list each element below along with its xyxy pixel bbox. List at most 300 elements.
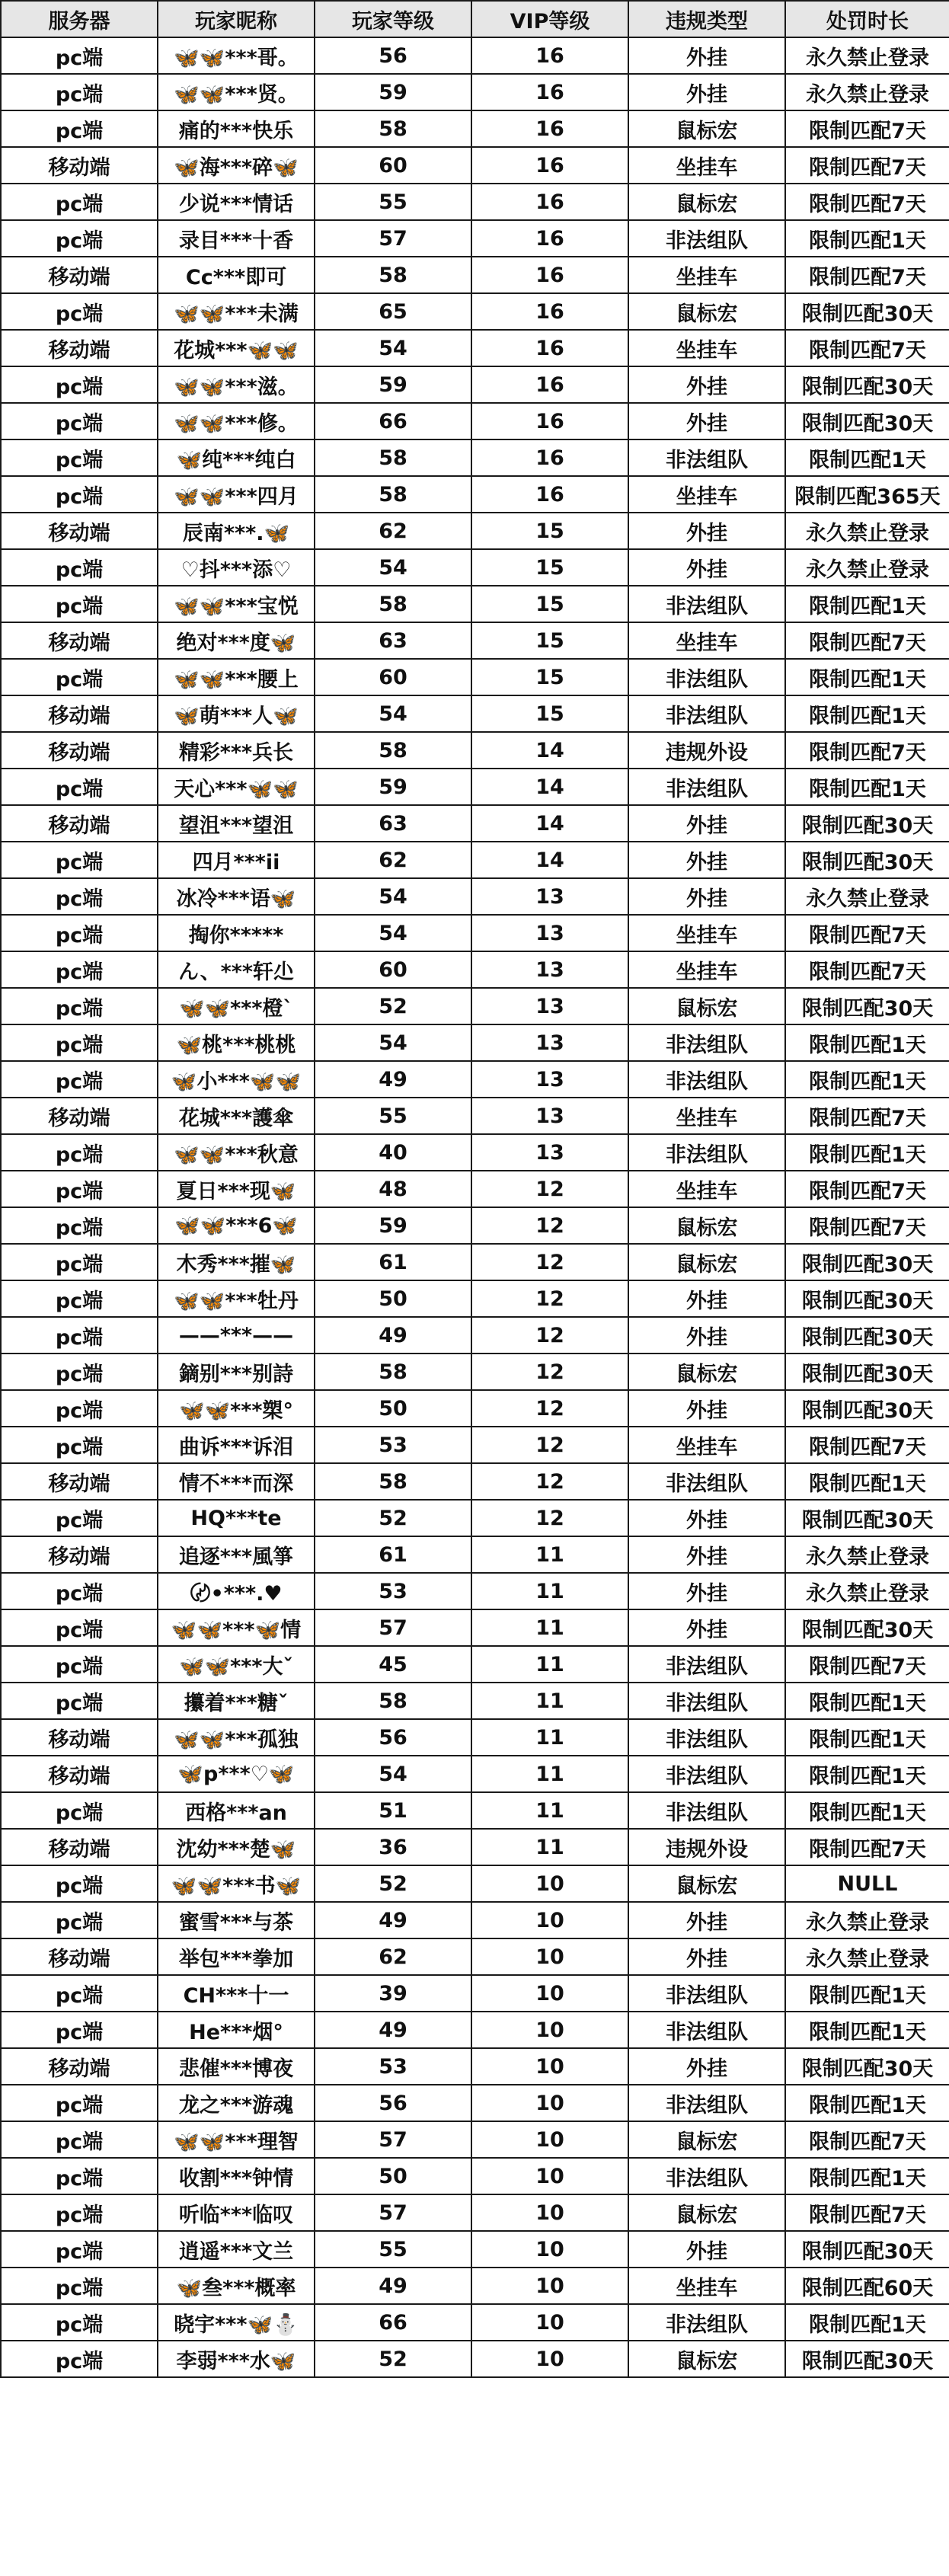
violation-type-cell: 违规外设: [628, 732, 785, 769]
table-row: [1, 184, 949, 220]
vip-level-cell: 10: [471, 1902, 628, 1938]
penalty-duration-cell: 限制匹配1天: [785, 1756, 949, 1792]
violation-type-cell: 坐挂车: [628, 1098, 785, 1134]
server-cell: pc端: [1, 74, 158, 110]
penalty-duration-cell: 限制匹配60天: [785, 2268, 949, 2304]
table-row: [1, 37, 949, 74]
vip-level-cell: 16: [471, 74, 628, 110]
penalty-duration-cell: 限制匹配1天: [785, 1683, 949, 1719]
penalty-duration-cell: 限制匹配7天: [785, 147, 949, 184]
penalty-duration-cell: NULL: [785, 1865, 949, 1902]
server-cell: pc端: [1, 1609, 158, 1646]
player-level-cell: 57: [315, 2121, 471, 2158]
player-level-cell: 63: [315, 805, 471, 842]
vip-level-cell: 12: [471, 1500, 628, 1536]
player-level-cell: 63: [315, 622, 471, 659]
penalty-duration-cell: 限制匹配1天: [785, 2158, 949, 2194]
player-level-cell: 50: [315, 2158, 471, 2194]
table-row: [1, 659, 949, 695]
vip-level-cell: 13: [471, 988, 628, 1024]
server-cell: pc端: [1, 2231, 158, 2268]
nickname-cell: 举包***拳加: [158, 1938, 315, 1975]
player-level-cell: 50: [315, 1280, 471, 1317]
penalty-duration-cell: 限制匹配1天: [785, 659, 949, 695]
table-row: [1, 293, 949, 330]
player-level-cell: 55: [315, 184, 471, 220]
violation-type-cell: 外挂: [628, 1573, 785, 1609]
nickname-cell: 蜜雪***与茶: [158, 1902, 315, 1938]
violation-type-cell: 非法组队: [628, 1792, 785, 1829]
table-row: [1, 1683, 949, 1719]
violation-type-cell: 外挂: [628, 403, 785, 439]
server-cell: pc端: [1, 1390, 158, 1427]
violation-type-cell: 外挂: [628, 1902, 785, 1938]
server-cell: pc端: [1, 439, 158, 476]
nickname-cell: 🦋🦋***修。: [158, 403, 315, 439]
vip-level-cell: 11: [471, 1829, 628, 1865]
player-level-cell: 59: [315, 769, 471, 805]
table-row: [1, 439, 949, 476]
violation-type-cell: 坐挂车: [628, 1427, 785, 1463]
vip-level-cell: 13: [471, 1061, 628, 1098]
vip-level-cell: 10: [471, 1938, 628, 1975]
table-row: [1, 1024, 949, 1061]
server-cell: pc端: [1, 1975, 158, 2012]
player-level-cell: 62: [315, 842, 471, 878]
header-player-level: 玩家等级: [315, 1, 471, 37]
table-row: [1, 842, 949, 878]
violation-type-cell: 非法组队: [628, 2304, 785, 2341]
penalty-duration-cell: 限制匹配7天: [785, 915, 949, 951]
player-level-cell: 52: [315, 1865, 471, 1902]
server-cell: pc端: [1, 1573, 158, 1609]
player-level-cell: 49: [315, 1902, 471, 1938]
table-row: [1, 732, 949, 769]
vip-level-cell: 13: [471, 878, 628, 915]
vip-level-cell: 11: [471, 1609, 628, 1646]
table-row: [1, 1646, 949, 1683]
violation-type-cell: 坐挂车: [628, 330, 785, 366]
vip-level-cell: 12: [471, 1207, 628, 1244]
violation-type-cell: 外挂: [628, 878, 785, 915]
violation-type-cell: 外挂: [628, 805, 785, 842]
violation-type-cell: 鼠标宏: [628, 2121, 785, 2158]
vip-level-cell: 12: [471, 1171, 628, 1207]
penalty-duration-cell: 限制匹配1天: [785, 439, 949, 476]
table-row: [1, 769, 949, 805]
table-row: [1, 622, 949, 659]
penalty-duration-cell: 限制匹配1天: [785, 586, 949, 622]
penalty-duration-cell: 限制匹配1天: [785, 2012, 949, 2048]
server-cell: pc端: [1, 2121, 158, 2158]
player-level-cell: 40: [315, 1134, 471, 1171]
nickname-cell: 晓宇***🦋⛄: [158, 2304, 315, 2341]
nickname-cell: 冰冷***语🦋: [158, 878, 315, 915]
violation-type-cell: 外挂: [628, 1280, 785, 1317]
server-cell: 移动端: [1, 1938, 158, 1975]
violation-type-cell: 鼠标宏: [628, 1354, 785, 1390]
player-level-cell: 60: [315, 951, 471, 988]
penalty-duration-cell: 永久禁止登录: [785, 74, 949, 110]
table-row: [1, 110, 949, 147]
player-level-cell: 56: [315, 1719, 471, 1756]
player-level-cell: 49: [315, 2012, 471, 2048]
violation-type-cell: 外挂: [628, 1500, 785, 1536]
header-penalty-duration: 处罚时长: [785, 1, 949, 37]
table-row: [1, 2048, 949, 2085]
table-row: [1, 1756, 949, 1792]
player-level-cell: 53: [315, 1573, 471, 1609]
vip-level-cell: 15: [471, 659, 628, 695]
nickname-cell: 悲催***博夜: [158, 2048, 315, 2085]
server-cell: pc端: [1, 2304, 158, 2341]
nickname-cell: 🦋p***♡🦋: [158, 1756, 315, 1792]
violation-type-cell: 非法组队: [628, 439, 785, 476]
vip-level-cell: 14: [471, 805, 628, 842]
nickname-cell: ♡抖***添♡: [158, 549, 315, 586]
penalty-duration-cell: 永久禁止登录: [785, 1902, 949, 1938]
table-row: [1, 1427, 949, 1463]
nickname-cell: 听临***临叹: [158, 2194, 315, 2231]
violation-type-cell: 非法组队: [628, 1061, 785, 1098]
nickname-cell: 四月***ii: [158, 842, 315, 878]
nickname-cell: 🦋🦋***牡丹: [158, 1280, 315, 1317]
vip-level-cell: 12: [471, 1390, 628, 1427]
server-cell: pc端: [1, 915, 158, 951]
server-cell: pc端: [1, 1865, 158, 1902]
nickname-cell: HQ***te: [158, 1500, 315, 1536]
table-row: [1, 2194, 949, 2231]
table-row: [1, 1573, 949, 1609]
vip-level-cell: 12: [471, 1280, 628, 1317]
server-cell: pc端: [1, 842, 158, 878]
vip-level-cell: 15: [471, 513, 628, 549]
server-cell: 移动端: [1, 1756, 158, 1792]
penalty-duration-cell: 限制匹配30天: [785, 403, 949, 439]
violation-type-cell: 鼠标宏: [628, 2341, 785, 2377]
player-level-cell: 53: [315, 1427, 471, 1463]
violation-type-cell: 坐挂车: [628, 257, 785, 293]
nickname-cell: 🦋🦋***书🦋: [158, 1865, 315, 1902]
server-cell: pc端: [1, 769, 158, 805]
server-cell: 移动端: [1, 1098, 158, 1134]
server-cell: 移动端: [1, 1829, 158, 1865]
player-level-cell: 55: [315, 1098, 471, 1134]
penalty-duration-cell: 限制匹配7天: [785, 951, 949, 988]
table-row: [1, 366, 949, 403]
server-cell: pc端: [1, 1024, 158, 1061]
nickname-cell: 🦋叁***概率: [158, 2268, 315, 2304]
server-cell: pc端: [1, 2158, 158, 2194]
nickname-cell: 🦋🦋***6🦋: [158, 1207, 315, 1244]
violation-type-cell: 坐挂车: [628, 476, 785, 513]
violation-type-cell: 非法组队: [628, 1719, 785, 1756]
nickname-cell: 少说***情话: [158, 184, 315, 220]
penalty-duration-cell: 限制匹配30天: [785, 805, 949, 842]
violation-type-cell: 鼠标宏: [628, 293, 785, 330]
vip-level-cell: 11: [471, 1573, 628, 1609]
vip-level-cell: 16: [471, 403, 628, 439]
player-level-cell: 59: [315, 1207, 471, 1244]
violation-type-cell: 非法组队: [628, 769, 785, 805]
penalty-duration-cell: 限制匹配1天: [785, 2304, 949, 2341]
nickname-cell: 🦋🦋***贤。: [158, 74, 315, 110]
server-cell: pc端: [1, 951, 158, 988]
violation-type-cell: 坐挂车: [628, 2268, 785, 2304]
vip-level-cell: 16: [471, 439, 628, 476]
table-row: [1, 1317, 949, 1354]
penalty-duration-cell: 永久禁止登录: [785, 878, 949, 915]
server-cell: pc端: [1, 659, 158, 695]
violation-type-cell: 外挂: [628, 1938, 785, 1975]
violation-type-cell: 非法组队: [628, 2012, 785, 2048]
table-row: [1, 586, 949, 622]
vip-level-cell: 15: [471, 586, 628, 622]
server-cell: 移动端: [1, 695, 158, 732]
nickname-cell: 掏你*****: [158, 915, 315, 951]
violation-type-cell: 外挂: [628, 37, 785, 74]
violation-type-cell: 外挂: [628, 366, 785, 403]
table-row: [1, 915, 949, 951]
violation-type-cell: 非法组队: [628, 1756, 785, 1792]
table-row: [1, 988, 949, 1024]
vip-level-cell: 12: [471, 1354, 628, 1390]
violation-type-cell: 外挂: [628, 2048, 785, 2085]
player-level-cell: 58: [315, 476, 471, 513]
nickname-cell: 曲诉***诉泪: [158, 1427, 315, 1463]
nickname-cell: 🦋纯***纯白: [158, 439, 315, 476]
vip-level-cell: 16: [471, 257, 628, 293]
violation-type-cell: 非法组队: [628, 1024, 785, 1061]
table-row: [1, 1500, 949, 1536]
violation-type-cell: 非法组队: [628, 1134, 785, 1171]
vip-level-cell: 16: [471, 147, 628, 184]
vip-level-cell: 12: [471, 1427, 628, 1463]
server-cell: pc端: [1, 549, 158, 586]
player-level-cell: 58: [315, 1354, 471, 1390]
penalty-duration-cell: 永久禁止登录: [785, 1536, 949, 1573]
player-level-cell: 58: [315, 439, 471, 476]
player-level-cell: 52: [315, 2341, 471, 2377]
server-cell: 移动端: [1, 1719, 158, 1756]
violation-type-cell: 非法组队: [628, 659, 785, 695]
table-row: [1, 1865, 949, 1902]
nickname-cell: 追逐***風箏: [158, 1536, 315, 1573]
player-level-cell: 57: [315, 2194, 471, 2231]
vip-level-cell: 11: [471, 1646, 628, 1683]
penalty-duration-cell: 限制匹配7天: [785, 257, 949, 293]
player-level-cell: 57: [315, 220, 471, 257]
vip-level-cell: 10: [471, 1975, 628, 2012]
table-row: [1, 1207, 949, 1244]
vip-level-cell: 15: [471, 549, 628, 586]
nickname-cell: 辰南***.🦋: [158, 513, 315, 549]
nickname-cell: 夏日***现🦋: [158, 1171, 315, 1207]
vip-level-cell: 16: [471, 293, 628, 330]
nickname-cell: 望沮***望沮: [158, 805, 315, 842]
table-row: [1, 257, 949, 293]
nickname-cell: 花城***🦋🦋: [158, 330, 315, 366]
penalty-duration-cell: 限制匹配7天: [785, 1427, 949, 1463]
nickname-cell: 攥着***糖ˇ: [158, 1683, 315, 1719]
penalty-duration-cell: 限制匹配1天: [785, 1134, 949, 1171]
table-row: [1, 1902, 949, 1938]
vip-level-cell: 12: [471, 1317, 628, 1354]
vip-level-cell: 16: [471, 476, 628, 513]
server-cell: pc端: [1, 1207, 158, 1244]
violation-type-cell: 外挂: [628, 1609, 785, 1646]
server-cell: pc端: [1, 293, 158, 330]
violation-type-cell: 非法组队: [628, 2158, 785, 2194]
table-row: [1, 220, 949, 257]
table-row: [1, 403, 949, 439]
penalty-duration-cell: 限制匹配1天: [785, 1719, 949, 1756]
server-cell: pc端: [1, 220, 158, 257]
vip-level-cell: 10: [471, 2085, 628, 2121]
vip-level-cell: 16: [471, 37, 628, 74]
table-row: [1, 1609, 949, 1646]
server-cell: pc端: [1, 1317, 158, 1354]
player-level-cell: 56: [315, 37, 471, 74]
table-row: [1, 1134, 949, 1171]
player-level-cell: 58: [315, 586, 471, 622]
violation-type-cell: 外挂: [628, 1390, 785, 1427]
vip-level-cell: 10: [471, 2121, 628, 2158]
penalty-duration-cell: 限制匹配1天: [785, 769, 949, 805]
nickname-cell: 李弱***水🦋: [158, 2341, 315, 2377]
nickname-cell: 收割***钟情: [158, 2158, 315, 2194]
nickname-cell: 🦋🦋***四月: [158, 476, 315, 513]
player-level-cell: 58: [315, 732, 471, 769]
nickname-cell: 🦋🦋***哥。: [158, 37, 315, 74]
violation-type-cell: 非法组队: [628, 1975, 785, 2012]
player-level-cell: 54: [315, 330, 471, 366]
penalty-duration-cell: 限制匹配7天: [785, 1829, 949, 1865]
player-level-cell: 59: [315, 366, 471, 403]
server-cell: 移动端: [1, 622, 158, 659]
nickname-cell: 木秀***摧🦋: [158, 1244, 315, 1280]
nickname-cell: 🦋🦋***大ˇ: [158, 1646, 315, 1683]
vip-level-cell: 12: [471, 1244, 628, 1280]
table-row: [1, 805, 949, 842]
table-row: [1, 1280, 949, 1317]
nickname-cell: CH***十一: [158, 1975, 315, 2012]
vip-level-cell: 16: [471, 366, 628, 403]
penalty-duration-cell: 限制匹配30天: [785, 1609, 949, 1646]
penalty-duration-cell: 限制匹配7天: [785, 1207, 949, 1244]
nickname-cell: 西格***an: [158, 1792, 315, 1829]
vip-level-cell: 15: [471, 622, 628, 659]
vip-level-cell: 11: [471, 1792, 628, 1829]
penalty-duration-cell: 限制匹配30天: [785, 366, 949, 403]
violation-type-cell: 外挂: [628, 2231, 785, 2268]
vip-level-cell: 10: [471, 2268, 628, 2304]
nickname-cell: 痛的***快乐: [158, 110, 315, 147]
player-level-cell: 52: [315, 988, 471, 1024]
player-level-cell: 45: [315, 1646, 471, 1683]
player-level-cell: 60: [315, 659, 471, 695]
table-row: [1, 1536, 949, 1573]
table-row: [1, 2341, 949, 2377]
nickname-cell: ——***——: [158, 1317, 315, 1354]
nickname-cell: 🦋🦋***孤独: [158, 1719, 315, 1756]
penalty-duration-cell: 永久禁止登录: [785, 1938, 949, 1975]
table-row: [1, 695, 949, 732]
penalty-duration-cell: 永久禁止登录: [785, 513, 949, 549]
penalty-duration-cell: 限制匹配1天: [785, 1024, 949, 1061]
penalty-duration-cell: 限制匹配1天: [785, 220, 949, 257]
server-cell: 移动端: [1, 513, 158, 549]
player-level-cell: 39: [315, 1975, 471, 2012]
violation-type-cell: 外挂: [628, 842, 785, 878]
table-row: [1, 1354, 949, 1390]
penalty-duration-cell: 限制匹配7天: [785, 2194, 949, 2231]
table-row: [1, 1829, 949, 1865]
penalty-duration-cell: 限制匹配1天: [785, 1061, 949, 1098]
player-level-cell: 59: [315, 74, 471, 110]
nickname-cell: 🦋小***🦋🦋: [158, 1061, 315, 1098]
player-level-cell: 54: [315, 695, 471, 732]
nickname-cell: 天心***🦋🦋: [158, 769, 315, 805]
player-level-cell: 61: [315, 1244, 471, 1280]
table-row: [1, 1938, 949, 1975]
player-level-cell: 55: [315, 2231, 471, 2268]
violation-type-cell: 非法组队: [628, 1463, 785, 1500]
nickname-cell: 〄•***.♥: [158, 1573, 315, 1609]
nickname-cell: 情不***而深: [158, 1463, 315, 1500]
penalty-duration-cell: 限制匹配30天: [785, 2341, 949, 2377]
player-level-cell: 54: [315, 915, 471, 951]
violation-type-cell: 坐挂车: [628, 147, 785, 184]
server-cell: pc端: [1, 1427, 158, 1463]
violation-type-cell: 外挂: [628, 513, 785, 549]
violation-type-cell: 非法组队: [628, 2085, 785, 2121]
nickname-cell: He***烟°: [158, 2012, 315, 2048]
penalty-duration-cell: 限制匹配30天: [785, 2048, 949, 2085]
vip-level-cell: 14: [471, 769, 628, 805]
nickname-cell: ん、***轩尐: [158, 951, 315, 988]
nickname-cell: 精彩***兵长: [158, 732, 315, 769]
nickname-cell: 🦋🦋***滋。: [158, 366, 315, 403]
player-level-cell: 58: [315, 1463, 471, 1500]
penalty-duration-cell: 限制匹配1天: [785, 1463, 949, 1500]
vip-level-cell: 16: [471, 110, 628, 147]
server-cell: pc端: [1, 1683, 158, 1719]
nickname-cell: 🦋🦋***橙`: [158, 988, 315, 1024]
player-level-cell: 52: [315, 1500, 471, 1536]
penalty-duration-cell: 限制匹配1天: [785, 2085, 949, 2121]
nickname-cell: 沈幼***楚🦋: [158, 1829, 315, 1865]
vip-level-cell: 10: [471, 2341, 628, 2377]
penalty-duration-cell: 限制匹配1天: [785, 695, 949, 732]
server-cell: 移动端: [1, 732, 158, 769]
table-row: [1, 1390, 949, 1427]
table-row: [1, 513, 949, 549]
player-level-cell: 58: [315, 110, 471, 147]
player-level-cell: 65: [315, 293, 471, 330]
player-level-cell: 54: [315, 1024, 471, 1061]
table-row: [1, 1244, 949, 1280]
server-cell: pc端: [1, 1500, 158, 1536]
penalty-duration-cell: 限制匹配7天: [785, 2121, 949, 2158]
server-cell: pc端: [1, 1646, 158, 1683]
violation-type-cell: 鼠标宏: [628, 110, 785, 147]
player-level-cell: 57: [315, 1609, 471, 1646]
player-level-cell: 62: [315, 1938, 471, 1975]
nickname-cell: 🦋🦋***宝悦: [158, 586, 315, 622]
server-cell: pc端: [1, 403, 158, 439]
penalty-duration-cell: 限制匹配365天: [785, 476, 949, 513]
